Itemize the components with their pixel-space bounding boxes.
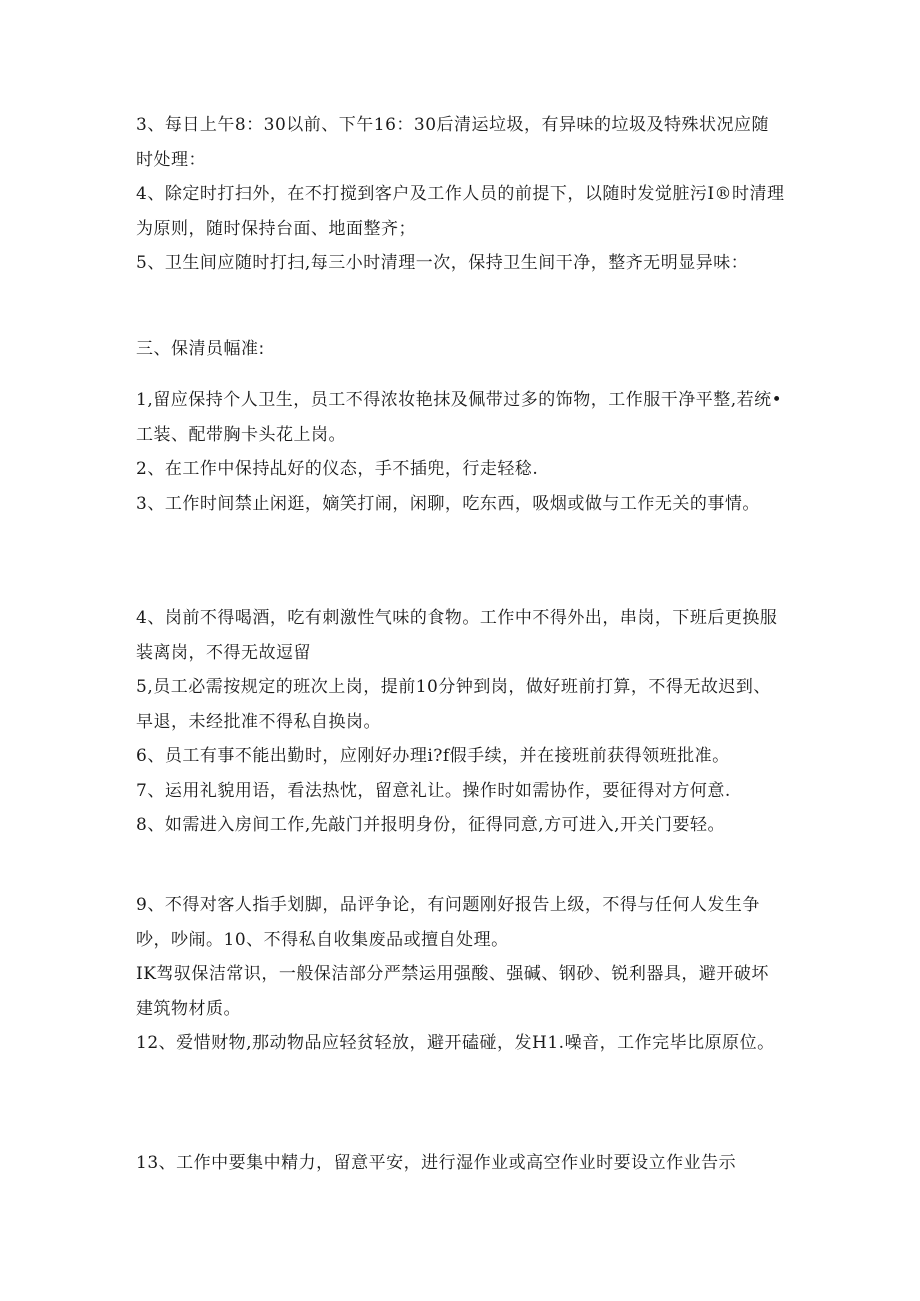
rule-item-1: 1,留应保持个人卫生，员工不得浓妆艳抹及佩带过多的饰物，工作服干净平整,若统•工装、配带胸卡头花上岗。 [136,390,783,445]
section-three-heading-wrap [136,332,786,366]
rule-item-2: 2、在工作中保持乩好的仪态，手不插兜，行走轻稔. [136,459,539,479]
section-three-group-3 [136,888,786,1061]
rule-item-9-10: 9、不得对客人指手划脚，品评争论，有问题刚好报告上级，不得与任何人发生争吵，吵闹。10、不得私自收集废品或擅自处理。 [136,895,760,950]
section-two-tail [136,108,786,281]
section-heading: 三、保清员幅准: [136,339,265,359]
section-three-group-4 [136,1146,786,1181]
section-three-group-1 [136,383,786,521]
rule-item-3: 3、工作时间禁止闲逛，嫡笑打闹，闲聊，吃东西，吸烟或做与工作无关的事情。 [136,493,760,514]
rule-item-5: 5、卫生间应随时打扫,每三小时清理一次，保持卫生间干净，整齐无明显异味： [136,253,749,273]
rule-item-12: 12、爱惜财物,那动物品应轻贫轻放，避开磕碰，发H1.噪音，工作完毕比原原位。 [136,1033,775,1053]
rule-item-4: 4、岗前不得喝酒，吃有刺激性气味的食物。工作中不得外出，串岗，下班后更换服装离岗，不得无故逗留 [136,608,778,663]
rule-item-5: 5,员工必需按规定的班次上岗，提前10分钟到岗，做好班前打算，不得无故迟到、早退，未经批准不得私自换岗。 [136,677,771,732]
section-three-group-2 [136,601,786,843]
rule-item-4: 4、除定时打扫外，在不打搅到客户及工作人员的前提下，以随时发觉脏污I®时清理为原则，随时保持台面、地面整齐； [136,184,785,239]
rule-item-13: 13、工作中要集中精力，留意平安，进行湿作业或高空作业时要设立作业告示 [136,1153,737,1173]
rule-item-6: 6、员工有事不能出勤时，应刚好办理i?f假手续，并在接班前获得领班批准。 [136,746,730,766]
rule-item-7: 7、运用礼貌用语，看法热忱，留意礼让。操作时如需协作，要征得对方何意. [136,780,731,801]
rule-item-3: 3、每日上午8：30以前、下午16：30后清运垃圾，有异味的垃圾及特殊状况应随时处理： [136,115,770,170]
rule-item-8: 8、如需进入房间工作,先敲门并报明身份，征得同意,方可进入,开关门要轻。 [136,815,726,835]
rule-item-11: IK驾驭保洁常识，一般保洁部分严禁运用强酸、强碱、钢砂、锐利器具，避开破坏建筑物材质。 [136,964,769,1019]
